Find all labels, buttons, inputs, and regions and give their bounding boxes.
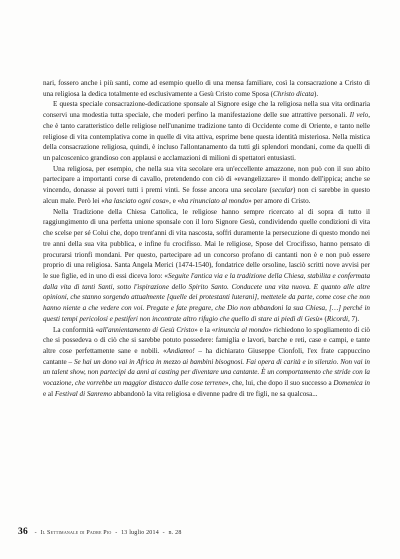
magazine-title: Il Settimanale di Padre Pio xyxy=(40,530,112,536)
paragraph-text: abbandonò la vita religiosa e divenne padre di tre figli, ne sa qualcosa... xyxy=(111,389,318,398)
paragraph-text: ). xyxy=(313,89,319,98)
article-paragraph xyxy=(43,99,370,163)
paragraph-text: » ( xyxy=(319,314,327,323)
page-number: 36 xyxy=(18,527,28,537)
footer-separator: - xyxy=(115,530,118,536)
italic-text: Ricordi xyxy=(326,314,348,323)
issue-number: n. 28 xyxy=(168,530,182,536)
paragraph-text: e al xyxy=(43,389,55,398)
footer-separator: - xyxy=(34,530,37,536)
paragraph-text: E questa speciale consacrazione-dedicazione sponsale al Signore esige che la religiosa nella sua vita ordinaria conservi una modestia tutta speciale, che moderi perfino la manifestazione delle sue attrattive personali. xyxy=(43,100,370,120)
italic-text: ha rinunciato al mondo xyxy=(181,196,249,205)
paragraph-text: » richiedono lo spogliamento di ciò che si possedeva o di ciò che si sarebbe potuto possedere: famiglia e lavori, barche e reti, case e campi, e tante altre cose perfettamente sane e nobili. « xyxy=(43,325,370,355)
italic-text: rinuncia al mondo xyxy=(215,325,269,334)
italic-text: Domenica in xyxy=(333,379,370,388)
article-paragraph xyxy=(43,207,370,325)
paragraph-text: La conformità « xyxy=(53,325,100,334)
issue-date: 13 luglio 2014 xyxy=(121,530,159,536)
italic-text: all'annientamento di Gesù Cristo xyxy=(99,325,195,334)
paragraph-text: ) non ci sarebbe in questo alcun male. Però lei « xyxy=(43,186,370,205)
italic-text: secular xyxy=(272,186,293,195)
italic-text: Christo dicata xyxy=(273,89,314,98)
paragraph-text: – ha dichiarato Giuseppe Cionfoli, l'ex frate cappuccino cantante – xyxy=(43,346,370,366)
paragraph-text: », e « xyxy=(165,196,182,205)
paragraph-text: , 7). xyxy=(347,314,360,323)
paragraph-text: » e la « xyxy=(194,325,216,334)
page-footer xyxy=(18,527,182,537)
paragraph-text: » per amore di Cristo. xyxy=(248,196,311,205)
footer-separator: - xyxy=(162,530,165,536)
paragraph-text: Nella Tradizione della Chiesa Cattolica, le religiose hanno sempre ricercato al di sopra di tutto il raggiungimento di una perfetta unione sponsale con il loro Signore Gesù, condividendo quelle condizioni di vita che scelse per sé Colui che, dopo trent'anni di vita nascosta, soffrì duramente la persecuzione di questo mondo nei tre anni della sua vita pubblica, e infine fu crocifisso. Mai le religiose, Spose del Crocifisso, hanno pensato di procurarsi trionfi mondani. Per questo, partecipare ad un concorso profano di cantanti non è e non può essere proprio di una religiosa. Santa Angela Merici (1474-1540), fondatrice delle orsoline, lasciò scritti nove avvisi per le sue figlie, ed in uno di essi diceva loro: « xyxy=(43,207,370,280)
italic-text: Seguite l'antica via e la tradizione della Chiesa, stabilita e confermata dalla vita di tanti Santi, sotto l'ispirazione dello Spirito Santo. Conducete una vita nuova. E quanto alle altre opinioni, che stanno sorgendo attualmente [quelle dei protestanti luterani], mettetele da parte, come cose che non hanno niente a che vedere con voi. Pregate e fate pregare, che Dio non abbandoni la sua Chiesa, […] perché in questi tempi pericolosi e pestiferi non incontrate altro rifugio che quello di stare ai piedi di Gesù xyxy=(43,271,370,323)
article-paragraph xyxy=(43,78,370,99)
article-paragraph xyxy=(43,164,370,207)
paragraph-text: , che è tanto caratteristico delle religiose nell'unanime tradizione tanto di Occidente come di Oriente, e tanto nelle religiose di vita contemplativa come in quelle di vita attiva, esprime bene questa identità misteriosa. Nella mistica della consacrazione religiosa, quindi, è incluso l'allontanamento da tutti gli splendori mondani, come da quelli di un palcoscenico grandioso con applausi e acclamazioni di milioni di spettatori entusiasti. xyxy=(43,111,370,163)
paragraph-text: nari, fossero anche i più santi, come ad esempio quello di una mensa familiare, così la consacrazione a Cristo di una religiosa la dedica totalmente ed esclusivamente a Gesù Cristo come Sposa ( xyxy=(43,79,370,98)
italic-text: Festival di Sanremo xyxy=(54,389,112,398)
italic-text: Il velo xyxy=(349,111,369,120)
italic-text: Se hai un dono vai in Africa in mezzo ai bambini bisognosi. Fai opera di carità e in silenzio. Non vai in un talent show, non partecipi da anni ai casting per diventare una cantante. È un comportamento che stride con la vocazione, che vorrebbe un maggior distacco dalle cose terrene xyxy=(43,357,370,388)
italic-text: Andiamo! xyxy=(166,346,195,355)
paragraph-text: Una religiosa, per esempio, che nella sua vita secolare era un'eccellente amazzone, non può con il suo abito partecipare a importanti corse di cavallo, pretendendo con ciò di «evangelizzare» il mondo dell'ippica; anche se vincendo, donasse ai poveri tutti i premi vinti. Se fosse ancora una secolare ( xyxy=(43,164,370,195)
italic-text: ha lasciato ogni cosa xyxy=(104,196,166,205)
paragraph-text: », che, lui, che dopo il suo successo a xyxy=(225,379,334,388)
article-paragraph xyxy=(43,325,370,400)
article-body xyxy=(43,78,370,400)
